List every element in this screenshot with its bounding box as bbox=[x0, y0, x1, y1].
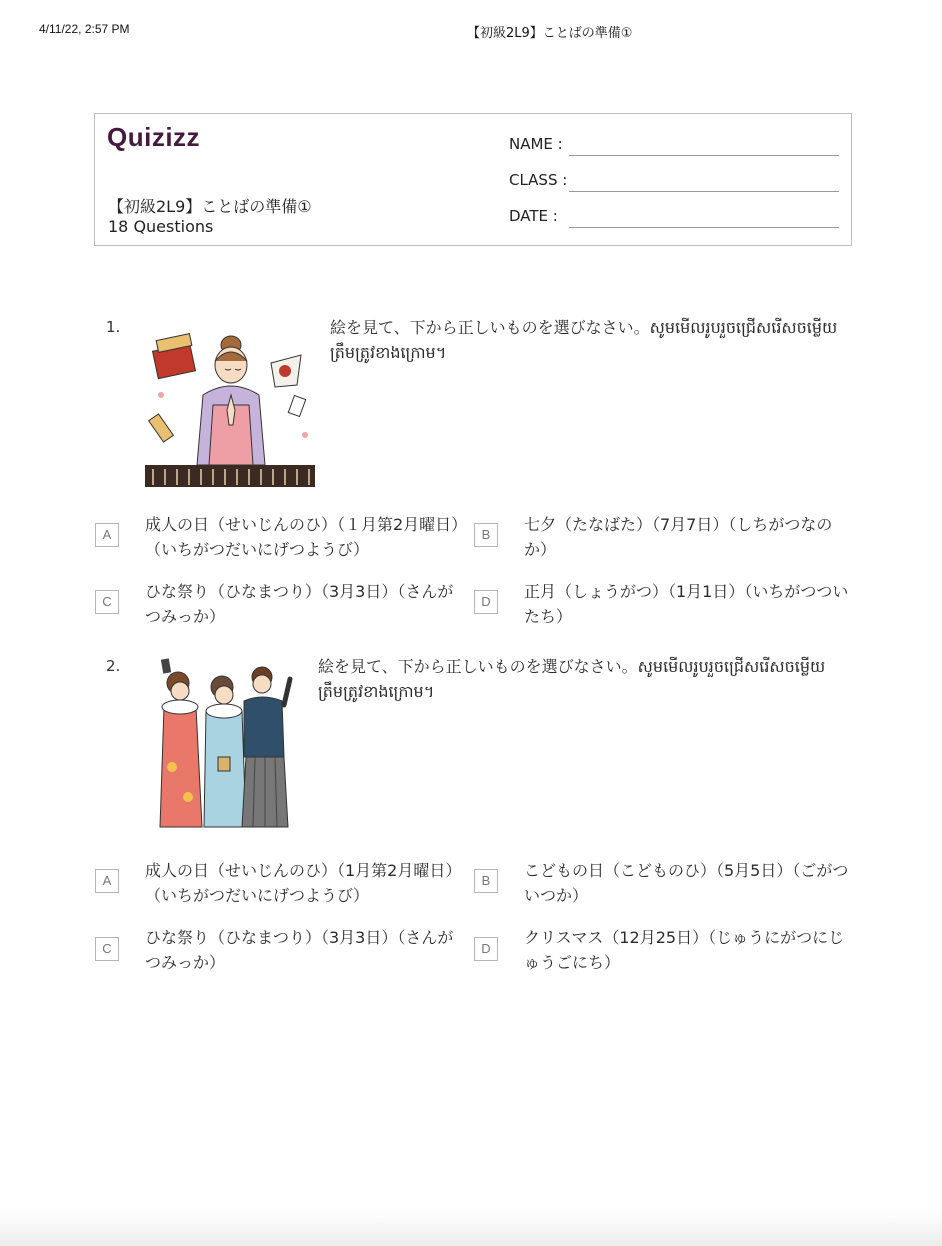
option-a-box[interactable]: A bbox=[95, 869, 119, 893]
name-line bbox=[569, 155, 839, 156]
date-label: DATE : bbox=[509, 207, 558, 225]
question-number: 2. bbox=[106, 657, 121, 675]
quiz-header bbox=[94, 113, 852, 246]
option-a-text: 成人の日（せいじんのひ）（１月第2月曜日）（いちがつだいにげつようび） bbox=[145, 515, 460, 559]
question-image bbox=[150, 657, 295, 834]
option-d-text: 正月（しょうがつ）（1月1日）（いちがつついたち） bbox=[524, 582, 849, 626]
class-label: CLASS : bbox=[509, 171, 568, 189]
name-label: NAME : bbox=[509, 135, 563, 153]
question-prompt: 絵を見て、下から正しいものを選びなさい。សូមមើលរូបរួចជ្រើសរើសចម្លើយត្រឹមត្រូវខាងក្រោម។ bbox=[330, 318, 838, 362]
coming-of-age-group-illustration-icon bbox=[150, 657, 295, 834]
option-c-box[interactable]: C bbox=[95, 937, 119, 961]
option-b-box[interactable]: B bbox=[474, 523, 498, 547]
question-number: 1. bbox=[106, 318, 121, 336]
question-prompt: 絵を見て、下から正しいものを選びなさい。សូមមើលរូបរួចជ្រើសរើសចម្លើយត្រឹមត្រូវខាងក្រោម។ bbox=[318, 657, 826, 701]
quiz-title: 【初級2L9】ことばの準備① bbox=[108, 197, 312, 216]
option-d-box[interactable]: D bbox=[474, 590, 498, 614]
option-b-text: 七夕（たなばた）（7月7日）（しちがつなのか） bbox=[524, 515, 833, 559]
option-c-text: ひな祭り（ひなまつり）（3月3日）（さんがつみっか） bbox=[145, 582, 454, 626]
option-d-text: クリスマス（12月25日）（じゅうにがつにじゅうごにち） bbox=[524, 928, 845, 972]
option-b-box[interactable]: B bbox=[474, 869, 498, 893]
page-bottom-edge bbox=[0, 1210, 942, 1246]
option-b-text: こどもの日（こどものひ）（5月5日）（ごがついつか） bbox=[524, 861, 849, 905]
quizizz-logo: Quizizz bbox=[107, 122, 201, 152]
class-line bbox=[569, 191, 839, 192]
print-title: 【初級2L9】ことばの準備① bbox=[467, 26, 633, 41]
option-a-box[interactable]: A bbox=[95, 523, 119, 547]
option-a-text: 成人の日（せいじんのひ）（1月第2月曜日）（いちがつだいにげつようび） bbox=[145, 861, 462, 905]
print-date: 4/11/22, 2:57 PM bbox=[39, 22, 130, 36]
option-c-box[interactable]: C bbox=[95, 590, 119, 614]
question-count: 18 Questions bbox=[108, 217, 214, 236]
option-d-box[interactable]: D bbox=[474, 937, 498, 961]
option-c-text: ひな祭り（ひなまつり）（3月3日）（さんがつみっか） bbox=[145, 928, 454, 972]
date-line bbox=[569, 227, 839, 228]
question-image bbox=[145, 325, 315, 487]
woman-new-year-illustration-icon bbox=[145, 325, 315, 487]
